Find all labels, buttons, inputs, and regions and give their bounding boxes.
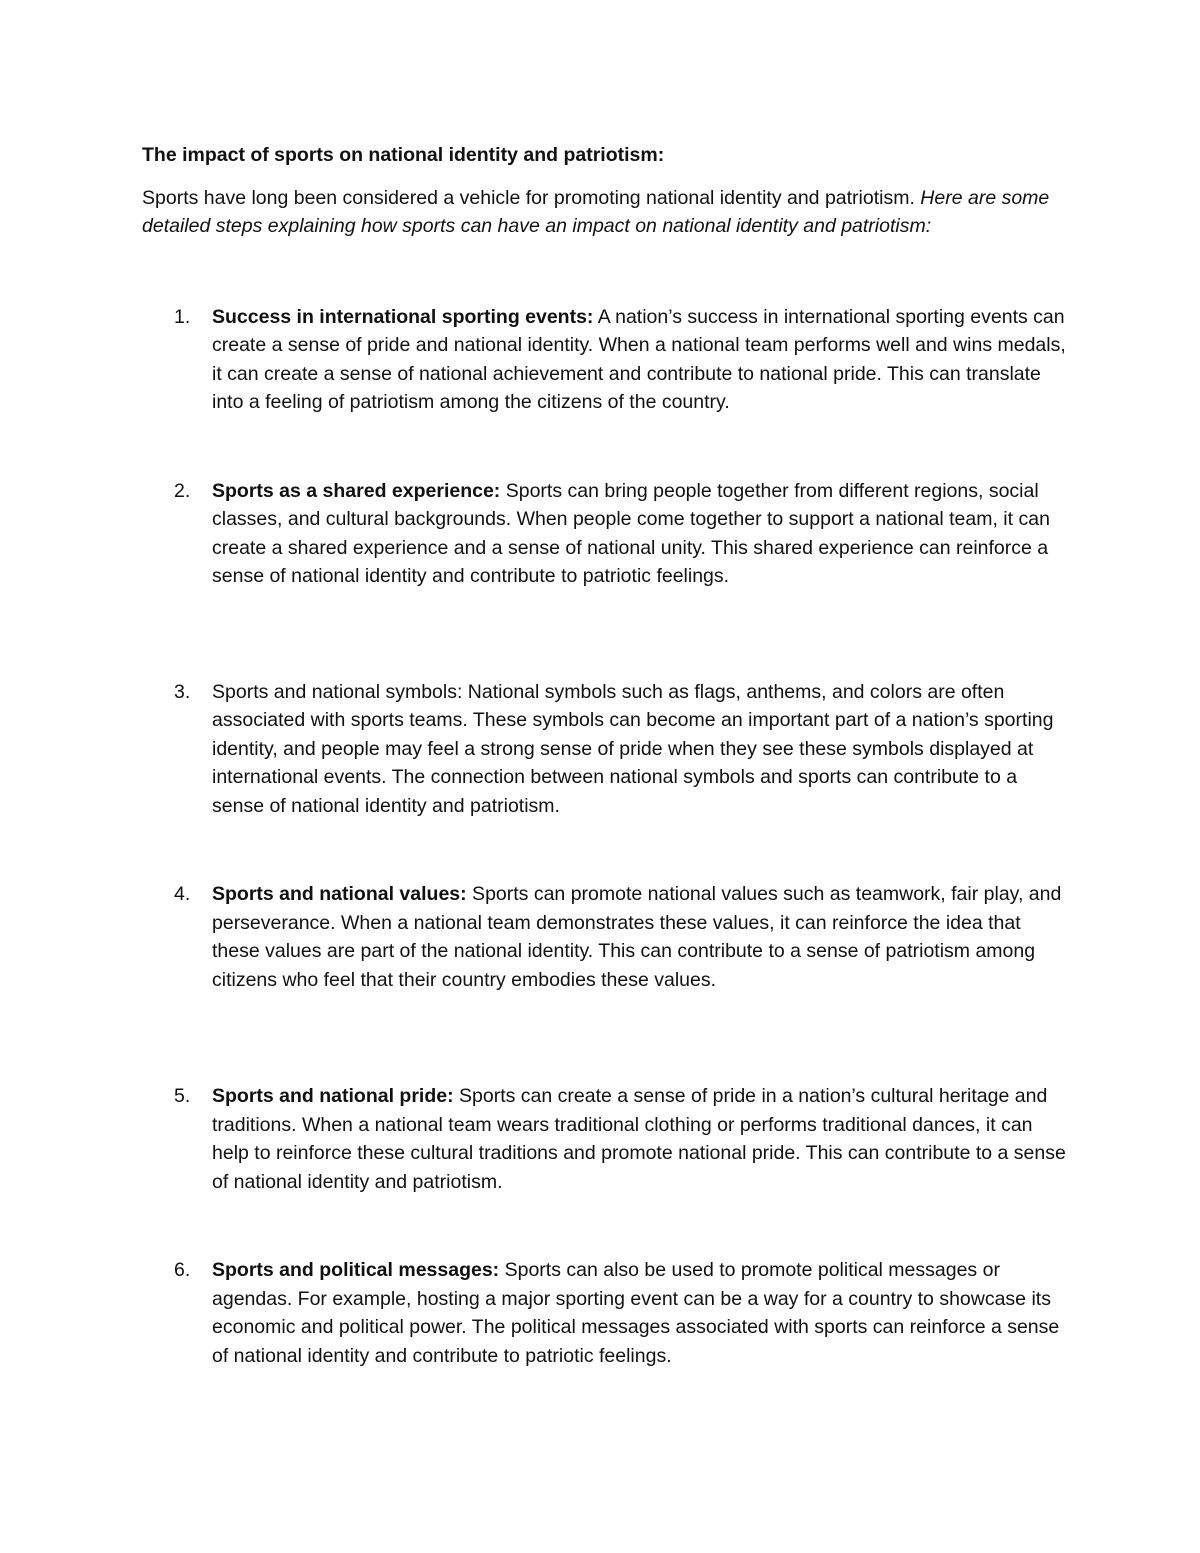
- list-item: [142, 303, 1072, 417]
- list-item-body: Sports can also be used to promote political messages or agendas. For example, hosting a major sporting event can be a way for a country to showcase its economic and political power. The political messages associated with sports can reinforce a sense of national identity and contribute to patriotic feelings.: [212, 1259, 1060, 1367]
- list-item-heading: Sports and political messages:: [212, 1259, 500, 1281]
- list-item-body: Sports can bring people together from different regions, social classes, and cultural backgrounds. When people come together to support a national team, it can create a shared experience and a sense of national unity. This shared experience can reinforce a sense of national identity and contribute to patriotic feelings.: [212, 479, 1050, 587]
- list-item-number: 6.: [174, 1259, 191, 1281]
- list-item-heading: Sports and national values:: [212, 883, 467, 905]
- document-body: [142, 141, 1072, 1370]
- list-item-number: 4.: [174, 883, 191, 905]
- list-item-number: 5.: [174, 1085, 191, 1107]
- list-item-body: Sports can promote national values such as teamwork, fair play, and perseverance. When a national team demonstrates these values, it can reinforce the idea that these values are part of the national identity. This can contribute to a sense of patriotism among citizens who feel that their country embodies these values.: [212, 883, 1062, 991]
- list-item-heading: Sports as a shared experience:: [212, 479, 501, 502]
- list-item: [142, 880, 1072, 994]
- list-item-body: A nation’s success in international sporting events can create a sense of pride and national identity. When a national team performs well and wins medals, it can create a sense of national achievement and contribute to national pride. This can translate into a feeling of patriotism among the citizens of the country.: [212, 305, 1066, 413]
- list-item: [142, 678, 1072, 821]
- numbered-list: [142, 303, 1072, 1371]
- list-item-heading: Sports and national pride:: [212, 1085, 454, 1107]
- list-item-number: 3.: [174, 680, 191, 703]
- intro-text: Sports have long been considered a vehicle for promoting national identity and patriotism.: [142, 186, 921, 209]
- list-item: [142, 1082, 1072, 1196]
- list-item-heading: Success in international sporting events:: [212, 305, 594, 328]
- list-item-heading: Sports and national symbols:: [212, 680, 463, 703]
- intro-paragraph: [142, 184, 1072, 241]
- list-item: [142, 1256, 1072, 1370]
- list-item: [142, 477, 1072, 591]
- list-item-number: 2.: [174, 479, 191, 502]
- intro-italic-text: Here are some detailed steps explaining how sports can have an impact on national identity and patriotism:: [142, 186, 1050, 237]
- list-item-body: National symbols such as flags, anthems, and colors are often associated with sports teams. These symbols can become an important part of a nation’s sporting identity, and people may feel a strong sense of pride when they see these symbols displayed at international events. The connection between national symbols and sports can contribute to a sense of national identity and patriotism.: [212, 680, 1054, 817]
- document-title: The impact of sports on national identity and patriotism:: [142, 144, 665, 166]
- list-item-body: Sports can create a sense of pride in a nation’s cultural heritage and traditions. When a national team wears traditional clothing or performs traditional dances, it can help to reinforce these cultural traditions and promote national pride. This can contribute to a sense of national identity and patriotism.: [212, 1085, 1066, 1193]
- list-item-number: 1.: [174, 305, 191, 328]
